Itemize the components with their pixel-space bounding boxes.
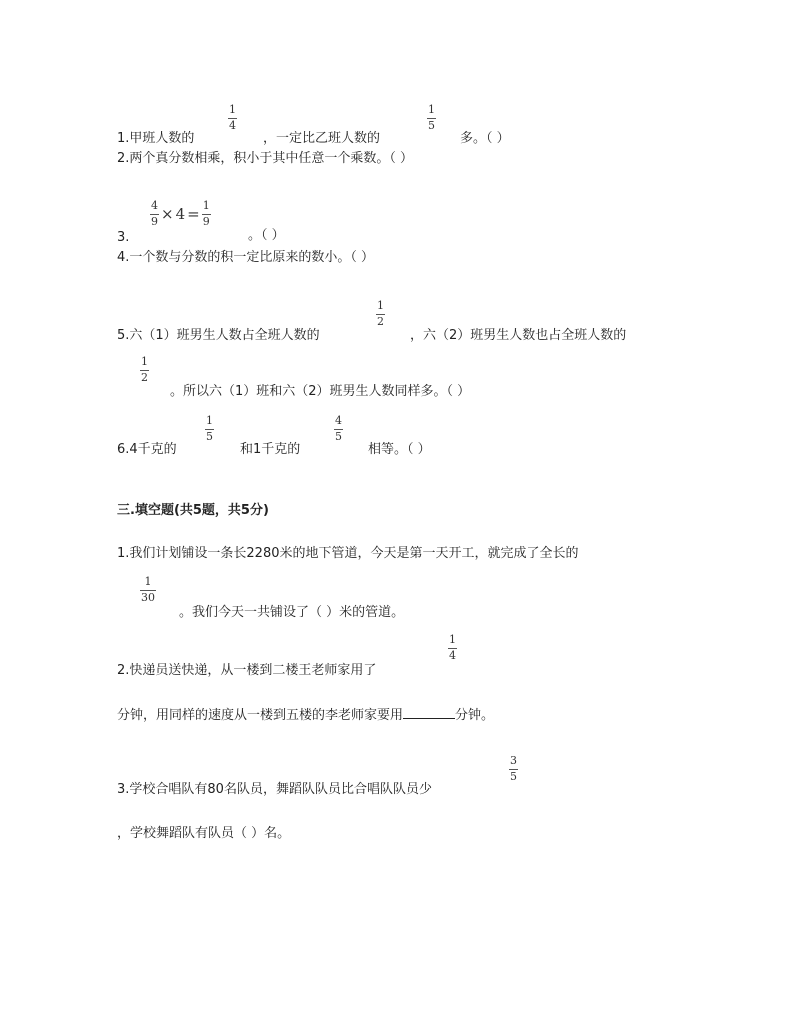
- numerator: 3: [510, 754, 517, 767]
- q3-label: 3.: [117, 230, 130, 245]
- numerator: 4: [151, 199, 158, 212]
- numerator: 4: [335, 414, 342, 427]
- q4-text: 4.一个数与分数的积一定比原来的数小。（ ）: [117, 250, 375, 265]
- numerator: 1: [206, 414, 213, 427]
- fill2-fraction: [448, 634, 457, 662]
- q6-fraction-2: [334, 415, 343, 443]
- q6-prefix: 6.4千克的: [117, 442, 177, 457]
- denominator: 4: [449, 649, 456, 662]
- integer: 4: [175, 205, 186, 223]
- q3-equation: [150, 200, 211, 228]
- q3-suffix: 。（ ）: [248, 228, 285, 243]
- fill3-fraction: [509, 755, 518, 783]
- q2-text: 2.两个真分数相乘，积小于其中任意一个乘数。（ ）: [117, 151, 414, 166]
- denominator: 5: [335, 430, 342, 443]
- q1-prefix: 1.甲班人数的: [117, 131, 195, 146]
- numerator: 1: [141, 355, 148, 368]
- times-sign: ×: [161, 205, 174, 223]
- q5-line1: 5.六（1）班男生人数占全班人数的: [117, 328, 320, 343]
- numerator: 1: [449, 633, 456, 646]
- q1-suffix: 多。（ ）: [460, 131, 510, 146]
- numerator: 1: [377, 299, 384, 312]
- numerator: 1: [428, 103, 435, 116]
- q3-fraction-2: [202, 200, 211, 228]
- q5-line1-tail: ，六（2）班男生人数也占全班人数的: [410, 328, 627, 343]
- fill1-line1: 1.我们计划铺设一条长2280米的地下管道，今天是第一天开工，就完成了全长的: [117, 546, 579, 561]
- denominator: 5: [510, 770, 517, 783]
- fill3-line2: ，学校舞蹈队有队员（ ）名。: [117, 826, 291, 841]
- q6-suffix: 相等。（ ）: [368, 442, 431, 457]
- answer-blank[interactable]: [403, 706, 455, 719]
- q3-fraction-1: [150, 200, 159, 228]
- denominator: 9: [151, 215, 158, 228]
- denominator: 5: [206, 430, 213, 443]
- fill1-fraction: [140, 576, 156, 604]
- q1-fraction-1: [228, 104, 237, 132]
- q6-mid: 和1千克的: [240, 442, 301, 457]
- section-heading: 三.填空题(共5题，共5分): [117, 503, 269, 518]
- fill2-line1: 2.快递员送快递，从一楼到二楼王老师家用了: [117, 663, 377, 678]
- q1-fraction-2: [427, 104, 436, 132]
- denominator: 2: [141, 371, 148, 384]
- numerator: 1: [202, 199, 210, 212]
- q5-line2: 。所以六（1）班和六（2）班男生人数同样多。（ ）: [170, 384, 471, 399]
- denominator: 2: [377, 315, 384, 328]
- denominator: 4: [229, 119, 236, 132]
- denominator: 5: [428, 119, 435, 132]
- fill2-line2: [117, 706, 494, 724]
- fill1-line2: 。我们今天一共铺设了（ ）米的管道。: [179, 605, 405, 620]
- fill2-line2-tail: 分钟。: [455, 708, 495, 723]
- q5-fraction-1: [376, 300, 385, 328]
- equals-sign: =: [187, 205, 200, 223]
- numerator: 1: [229, 103, 236, 116]
- fill2-line2-text: 分钟，用同样的速度从一楼到五楼的李老师家要用: [117, 708, 404, 723]
- q5-fraction-2: [140, 356, 149, 384]
- denominator: 30: [141, 591, 155, 604]
- q6-fraction-1: [205, 415, 214, 443]
- numerator: 1: [144, 575, 152, 588]
- denominator: 9: [202, 215, 210, 228]
- q1-mid: ，一定比乙班人数的: [263, 131, 381, 146]
- fill3-line1: 3.学校合唱队有80名队员，舞蹈队队员比合唱队队员少: [117, 782, 432, 797]
